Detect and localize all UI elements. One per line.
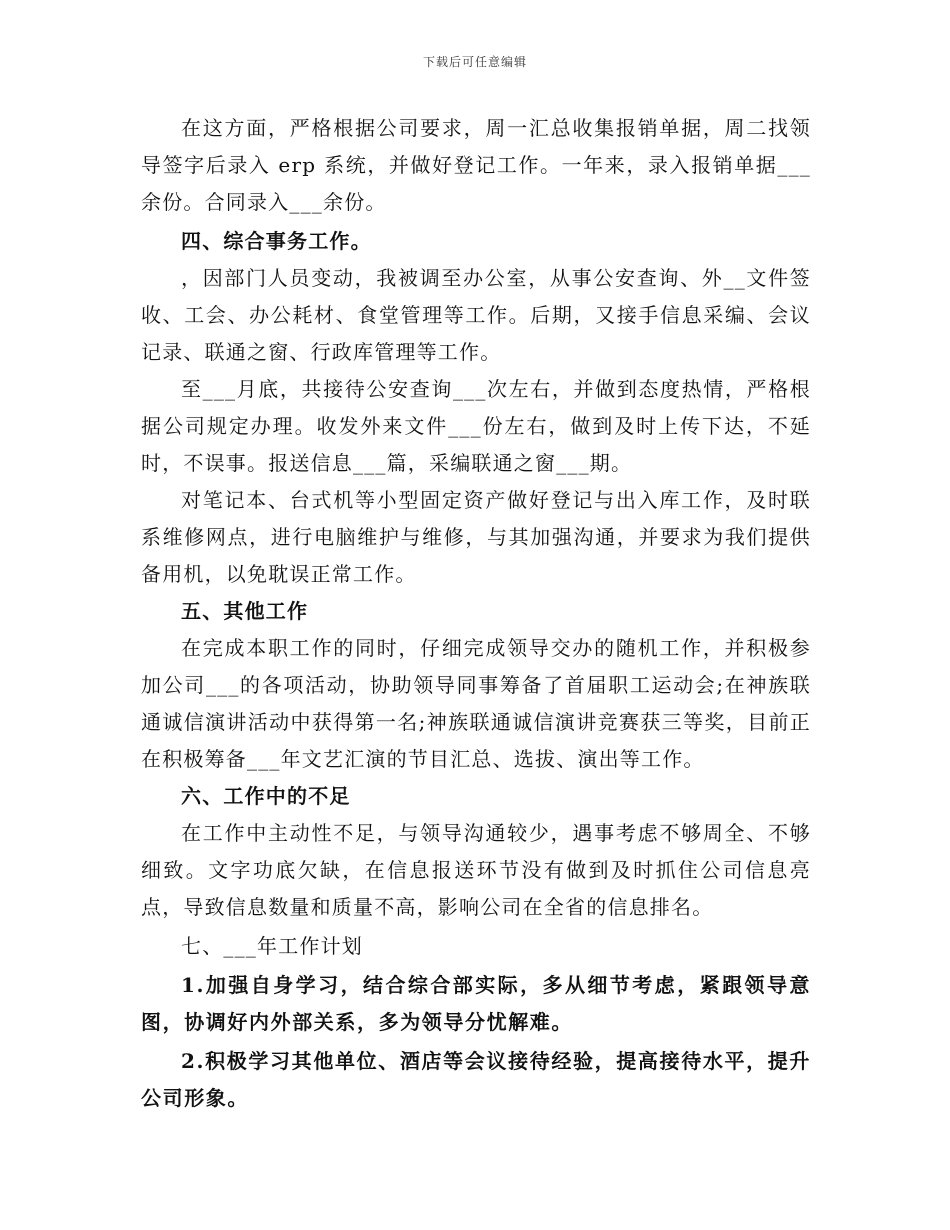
paragraph-transfer: ，因部门人员变动，我被调至办公室，从事公安查询、外__文件签收、工会、办公耗材、食堂管理等工作。后期，又接手信息采编、会议记录、联通之窗、行政库管理等工作。 xyxy=(141,266,811,364)
paragraph-reception-stats: 至___月底，共接待公安查询___次左右，并做到态度热情，严格根据公司规定办理。收发外来文件___份左右，做到及时上传下达，不延时，不误事。报送信息___篇，采编联通之窗___期。 xyxy=(141,377,811,475)
paragraph-shortcomings: 在工作中主动性不足，与领导沟通较少，遇事考虑不够周全、不够细致。文字功底欠缺，在信息报送环节没有做到及时抓住公司信息亮点，导致信息数量和质量不高，影响公司在全省的信息排名。 xyxy=(141,821,811,919)
section-heading-work-plan: 七、___年工作计划 xyxy=(181,934,363,958)
document-body xyxy=(141,110,811,1117)
plan-item-2: 2.积极学习其他单位、酒店等会议接待经验，提高接待水平，提升公司形象。 xyxy=(141,1049,811,1110)
section-heading-other-work: 五、其他工作 xyxy=(181,599,309,623)
plan-item-1: 1.加强自身学习，结合综合部实际，多从细节考虑，紧跟领导意图，协调好内外部关系，多为领导分忧解难。 xyxy=(141,973,811,1034)
paragraph-assets: 对笔记本、台式机等小型固定资产做好登记与出入库工作，及时联系维修网点，进行电脑维护与维修，与其加强沟通，并要求为我们提供备用机，以免耽误正常工作。 xyxy=(141,488,811,586)
section-heading-shortcomings: 六、工作中的不足 xyxy=(181,784,351,808)
section-heading-general-affairs: 四、综合事务工作。 xyxy=(181,229,372,253)
paragraph-activities: 在完成本职工作的同时，仔细完成领导交办的随机工作，并积极参加公司___的各项活动，协助领导同事筹备了首届职工运动会;在神族联通诚信演讲活动中获得第一名;神族联通诚信演讲竞赛获三等奖，目前正在积极筹备___年文艺汇演的节目汇总、选拔、演出等工作。 xyxy=(141,636,811,771)
paragraph-reimbursement: 在这方面，严格根据公司要求，周一汇总收集报销单据，周二找领导签字后录入 erp 系统，并做好登记工作。一年来，录入报销单据___余份。合同录入___余份。 xyxy=(141,116,811,214)
page-header: 下载后可任意编辑 xyxy=(422,55,527,69)
